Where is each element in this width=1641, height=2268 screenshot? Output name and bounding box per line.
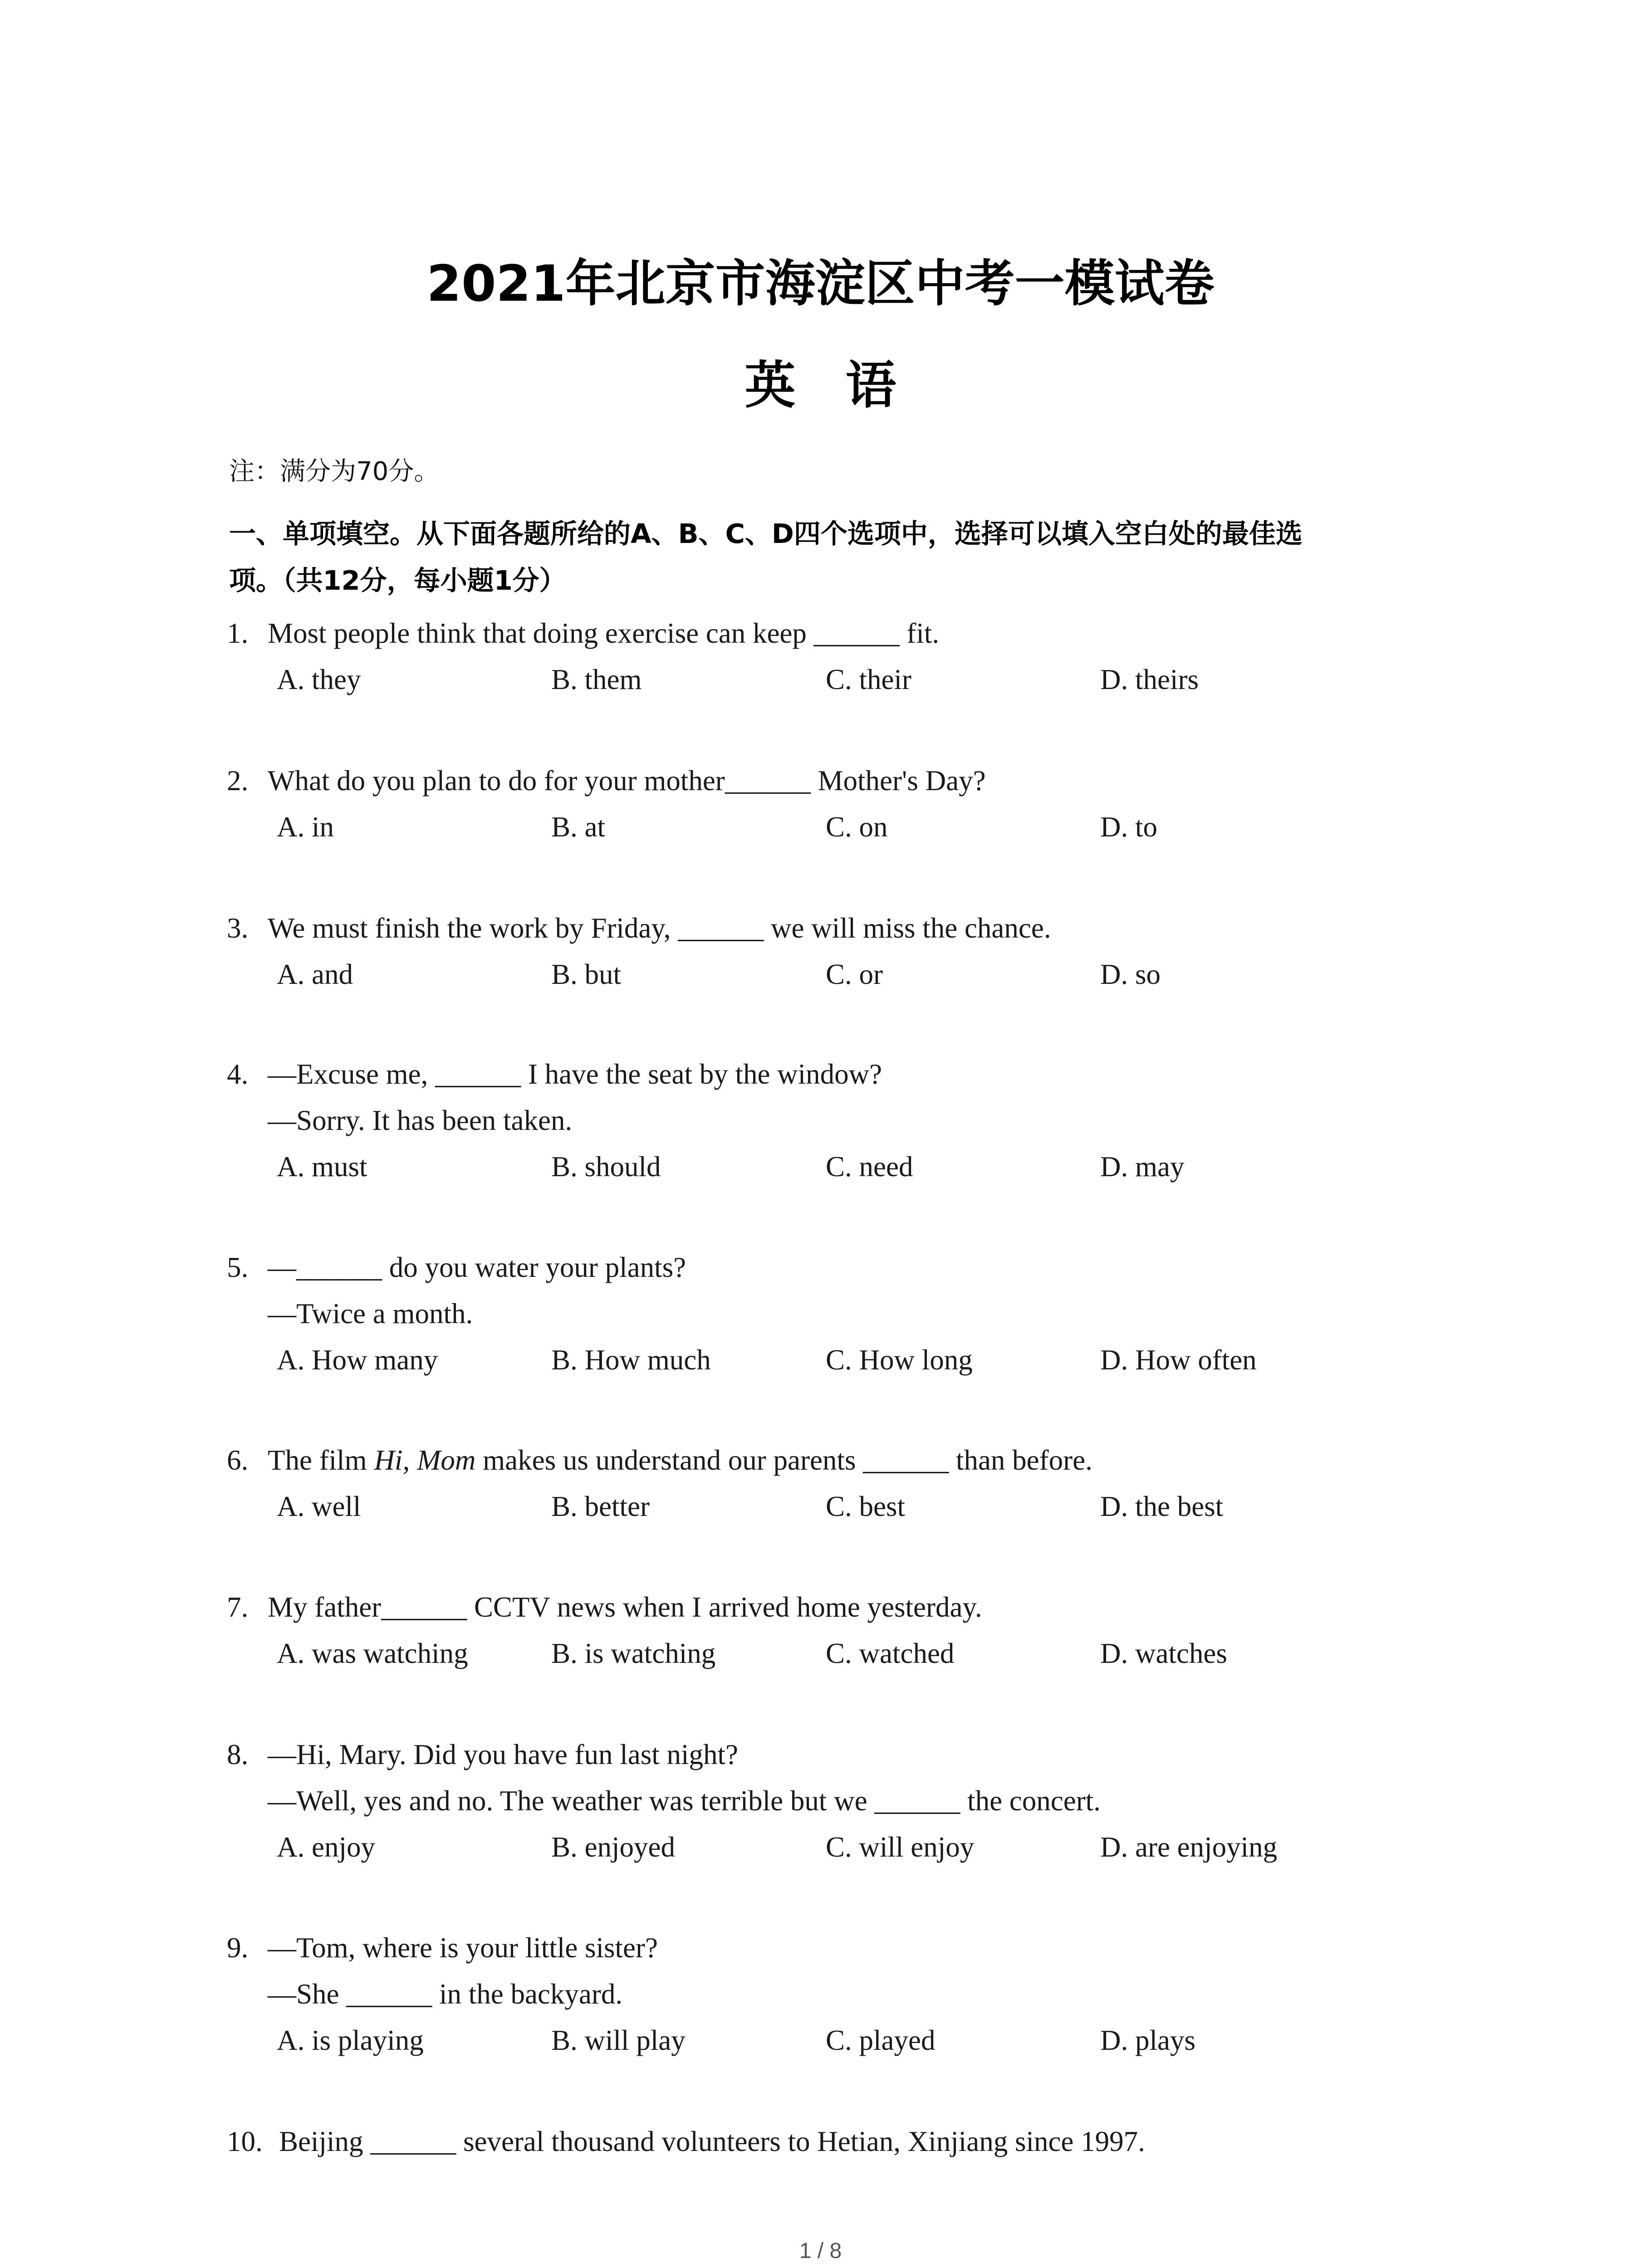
option-b: B. enjoyed: [551, 1831, 675, 1863]
question-stem: We must finish the work by Friday, ______ we will miss the chance.: [268, 912, 1051, 944]
option-d: D. to: [1100, 811, 1157, 843]
stem-part-3: makes us understand our parents ______ than before.: [475, 1444, 1092, 1476]
question-stem: —Hi, Mary. Did you have fun last night?: [268, 1739, 738, 1770]
option-a: A. must: [277, 1151, 367, 1183]
option-b: B. at: [551, 811, 605, 843]
option-b: B. will play: [551, 2024, 686, 2056]
question-stem: [268, 1437, 1092, 1483]
question-stem-line-2: —She ______ in the backyard.: [268, 1978, 623, 2010]
score-note: 注：满分为70分。: [229, 457, 440, 486]
section-1-instructions: [229, 510, 1431, 604]
exam-title: 2021年北京市海淀区中考一模试卷: [426, 254, 1215, 313]
option-d: D. may: [1100, 1151, 1185, 1183]
option-d: D. are enjoying: [1100, 1831, 1278, 1863]
question-number: 1.: [227, 617, 249, 649]
question-number: 8.: [227, 1739, 249, 1770]
question-stem: —______ do you water your plants?: [268, 1251, 686, 1283]
option-c: C. best: [826, 1491, 906, 1522]
option-a: A. How many: [277, 1344, 438, 1376]
question-stem-line-2: —Twice a month.: [268, 1298, 473, 1330]
exam-subject: 英语: [745, 356, 946, 415]
option-c: C. need: [826, 1151, 913, 1183]
question-stem-line-2: —Well, yes and no. The weather was terrible but we ______ the concert.: [268, 1785, 1101, 1817]
question-number: 2.: [227, 765, 249, 797]
option-a: A. in: [277, 811, 334, 843]
question-stem-line-2: —Sorry. It has been taken.: [268, 1105, 573, 1136]
question-number: 5.: [227, 1251, 249, 1283]
option-c: C. How long: [826, 1344, 973, 1376]
option-d: D. watches: [1100, 1637, 1227, 1669]
page-number: 1 / 8: [799, 2239, 842, 2263]
option-a: A. they: [277, 664, 361, 695]
question-number: 10.: [227, 2126, 263, 2157]
option-c: C. on: [826, 811, 888, 843]
option-c: C. played: [826, 2024, 936, 2056]
option-a: A. was watching: [277, 1637, 468, 1669]
question-number: 9.: [227, 1932, 249, 1964]
option-c: C. will enjoy: [826, 1831, 975, 1863]
stem-part-1: The film: [268, 1444, 374, 1476]
question-number: 3.: [227, 912, 249, 944]
question-number: 4.: [227, 1058, 249, 1090]
section-1-line-1: 一、单项填空。从下面各题所给的A、B、C、D四个选项中，选择可以填入空白处的最佳选: [229, 518, 1303, 549]
option-d: D. theirs: [1100, 664, 1199, 695]
option-b: B. but: [551, 958, 622, 990]
question-number: 7.: [227, 1591, 249, 1623]
question-number: 6.: [227, 1444, 249, 1476]
option-b: B. them: [551, 664, 642, 695]
question-stem: Most people think that doing exercise can keep ______ fit.: [268, 617, 940, 649]
option-a: A. enjoy: [277, 1831, 375, 1863]
option-c: C. watched: [826, 1637, 955, 1669]
option-d: D. the best: [1100, 1491, 1224, 1522]
option-b: B. is watching: [551, 1637, 716, 1669]
option-d: D. How often: [1100, 1344, 1257, 1376]
option-d: D. so: [1100, 958, 1161, 990]
option-a: A. is playing: [277, 2024, 424, 2056]
question-stem: Beijing ______ several thousand volunteers to Hetian, Xinjiang since 1997.: [279, 2126, 1145, 2157]
section-1-line-2: 项。（共12分，每小题1分）: [229, 565, 566, 596]
question-stem: My father______ CCTV news when I arrived home yesterday.: [268, 1591, 982, 1623]
question-stem: What do you plan to do for your mother______ Mother's Day?: [268, 765, 986, 797]
option-c: C. or: [826, 958, 883, 990]
option-b: B. better: [551, 1491, 650, 1522]
question-stem: —Excuse me, ______ I have the seat by the window?: [268, 1058, 882, 1090]
option-d: D. plays: [1100, 2024, 1195, 2056]
option-a: A. well: [277, 1491, 361, 1522]
option-b: B. should: [551, 1151, 661, 1183]
question-stem: —Tom, where is your little sister?: [268, 1932, 658, 1964]
option-a: A. and: [277, 958, 353, 990]
film-title: Hi, Mom: [374, 1444, 476, 1476]
option-c: C. their: [826, 664, 911, 695]
option-b: B. How much: [551, 1344, 711, 1376]
